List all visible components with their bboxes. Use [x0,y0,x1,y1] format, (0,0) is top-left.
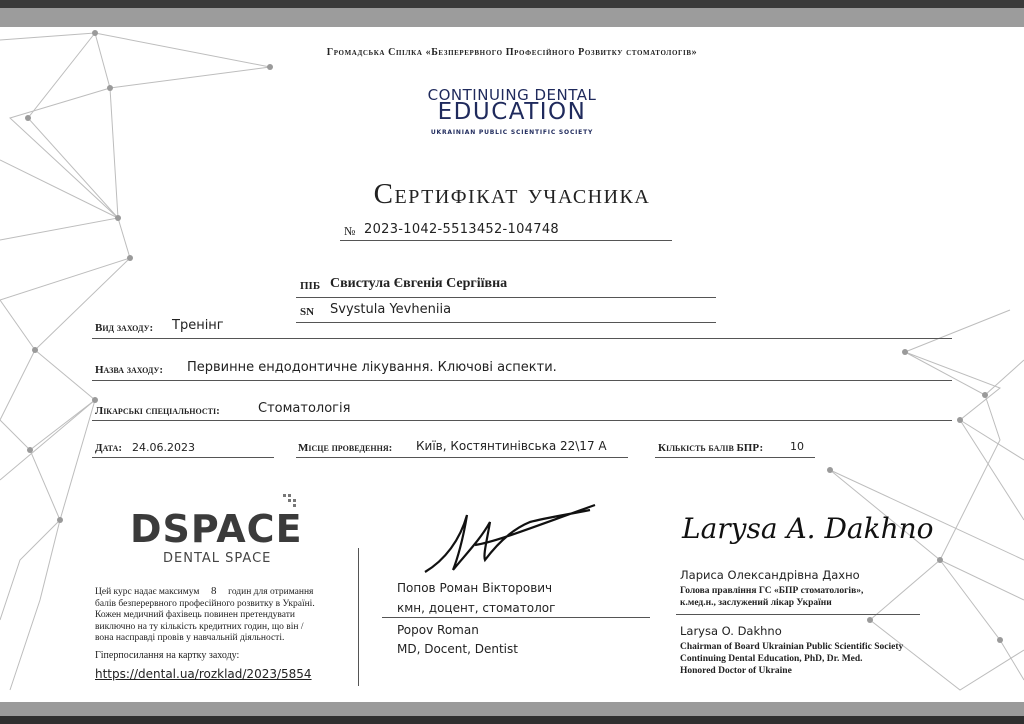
note-hours: 8 [211,585,217,597]
signer2-title-en3: Honored Doctor of Ukraine [680,666,792,676]
event-type-underline [92,338,952,339]
signer1-name-ua: Попов Роман Вікторович [397,581,553,595]
date-label: Дата: [95,442,123,454]
place-label: Місце проведення: [298,442,393,454]
signer2-title-ua1: Голова правління ГС «БПР стоматологів», [680,586,864,596]
event-name-label: Назва заходу: [95,364,164,376]
event-name-underline [92,380,952,381]
vertical-separator [358,548,359,686]
date-value: 24.06.2023 [132,441,195,454]
signer1-title-en: MD, Docent, Dentist [397,642,518,656]
sn-label: SN [300,306,315,318]
signer1-name-en: Popov Roman [397,623,479,637]
signer2-name-ua: Лариса Олександрівна Дахно [680,568,860,582]
signer2-title-en1: Chairman of Board Ukrainian Public Scientific Society [680,642,904,652]
link-label: Гіперпосилання на картку заходу: [95,650,240,661]
dspace-subtitle: DENTAL SPACE [163,551,272,566]
points-label: Кількість балів БПР: [658,442,764,454]
signer2-underline [676,614,920,615]
logo-line1: CONTINUING DENTAL [427,86,597,104]
pib-underline [296,297,716,298]
sn-underline [296,322,716,323]
points-value: 10 [790,440,804,453]
logo-line2: EDUCATION [437,99,587,125]
signer2-name-en: Larysa O. Dakhno [680,624,782,638]
event-link[interactable]: https://dental.ua/rozklad/2023/5854 [95,667,312,681]
signature-dakhno: Larysa A. Dakhno [682,512,934,545]
event-type-label: Вид заходу: [95,322,154,334]
event-type-value: Тренінг [172,318,224,333]
dspace-logo: DSPACE [130,507,303,551]
certificate-title: Сертифікат учасника [373,178,651,210]
date-underline [92,457,274,458]
organization-name: Громадська Спілка «Безперервного Професійного Розвитку стоматологів» [326,47,698,58]
signer2-title-ua2: к.мед.н., заслужений лікар України [680,598,832,608]
number-label: № [344,224,356,238]
event-name-value: Первинне ендодонтичне лікування. Ключові аспекти. [187,360,557,375]
signer1-title-ua: кмн, доцент, стоматолог [397,601,556,615]
pib-label: ПІБ [300,280,321,292]
dspace-note: Цей курс надає максимум 8 годин для отримання балів безперервного професійного розвитку в Україні. Кожен медичний фахівець повинен претендувати виключно на ту кількість кредитних годин, що він / вона насправді провів у навчальній діяльності. [95,585,315,643]
signer2-title-en2: Continuing Dental Education, PhD, Dr. Med. [680,654,863,664]
logo-line3: UKRAINIAN PUBLIC SCIENTIFIC SOCIETY [430,129,594,136]
dspace-dots-icon [283,494,297,508]
number-underline [340,240,672,241]
pib-value: Свистула Євгенія Сергіївна [330,276,508,291]
place-value: Київ, Костянтинівська 22\17 А [416,439,607,453]
points-underline [655,457,815,458]
signature-popov-icon [405,500,605,580]
sn-value: Svystula Yevheniia [330,302,452,317]
specialty-label: Лікарські спеціальності: [95,405,220,417]
signer1-underline [382,617,650,618]
specialty-underline [92,420,952,421]
certificate-number: 2023-1042-5513452-104748 [364,222,559,237]
place-underline [296,457,628,458]
specialty-value: Стоматологія [258,401,351,416]
